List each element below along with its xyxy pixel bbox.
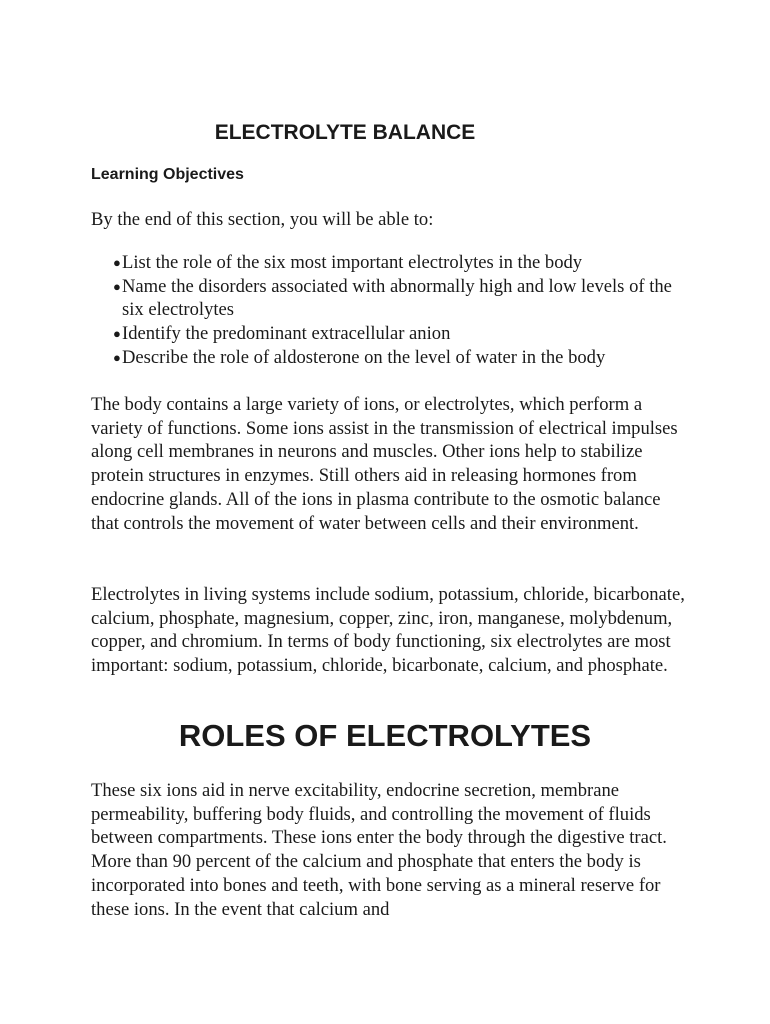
list-item — [91, 275, 691, 322]
learning-objectives-heading: Learning Objectives — [91, 166, 244, 183]
objective-text: Describe the role of aldosterone on the level of water in the body — [122, 346, 606, 368]
section-title: ROLES OF ELECTROLYTES — [178, 718, 592, 753]
intro-sentence: By the end of this section, you will be able to: — [91, 209, 434, 230]
bullet-icon: ● — [113, 349, 121, 365]
paragraph-ions-overview: The body contains a large variety of ions, or electrolytes, which perform a variety of functions. Some ions assist in the transmission of electrical impulses along cell membranes in neurons and muscles. Other ions help to stabilize protein structures in enzymes. Still others aid in releasing hormones from endocrine glands. All of the ions in plasma contribute to the osmotic balance that controls the movement of water between cells and their environment. — [91, 394, 678, 534]
bullet-icon: ● — [113, 326, 121, 342]
document-title: ELECTROLYTE BALANCE — [214, 121, 476, 144]
paragraph-electrolytes-list: Electrolytes in living systems include sodium, potassium, chloride, bicarbonate, calcium, phosphate, magnesium, copper, zinc, iron, manganese, molybdenum, copper, and chromium. In terms of body functioning, six electrolytes are most important: sodium, potassium, chloride, bicarbonate, calcium, and phosphate. — [91, 584, 685, 677]
objective-text: Name the disorders associated with abnormally high and low levels of the six electrolytes — [122, 275, 672, 321]
list-item — [91, 251, 691, 275]
list-item — [91, 346, 691, 370]
paragraph-roles: These six ions aid in nerve excitability, endocrine secretion, membrane permeability, buffering body fluids, and controlling the movement of fluids between compartments. These ions enter the body through the digestive tract. More than 90 percent of the calcium and phosphate that enters the body is incorporated into bones and teeth, with bone serving as a mineral reserve for these ions. In the event that calcium and — [91, 780, 667, 920]
bullet-icon: ● — [113, 278, 121, 294]
objectives-list — [91, 251, 691, 370]
bullet-icon: ● — [113, 255, 121, 270]
objective-text: List the role of the six most important electrolytes in the body — [122, 252, 583, 273]
list-item — [91, 322, 691, 346]
objective-text: Identify the predominant extracellular anion — [122, 323, 451, 345]
